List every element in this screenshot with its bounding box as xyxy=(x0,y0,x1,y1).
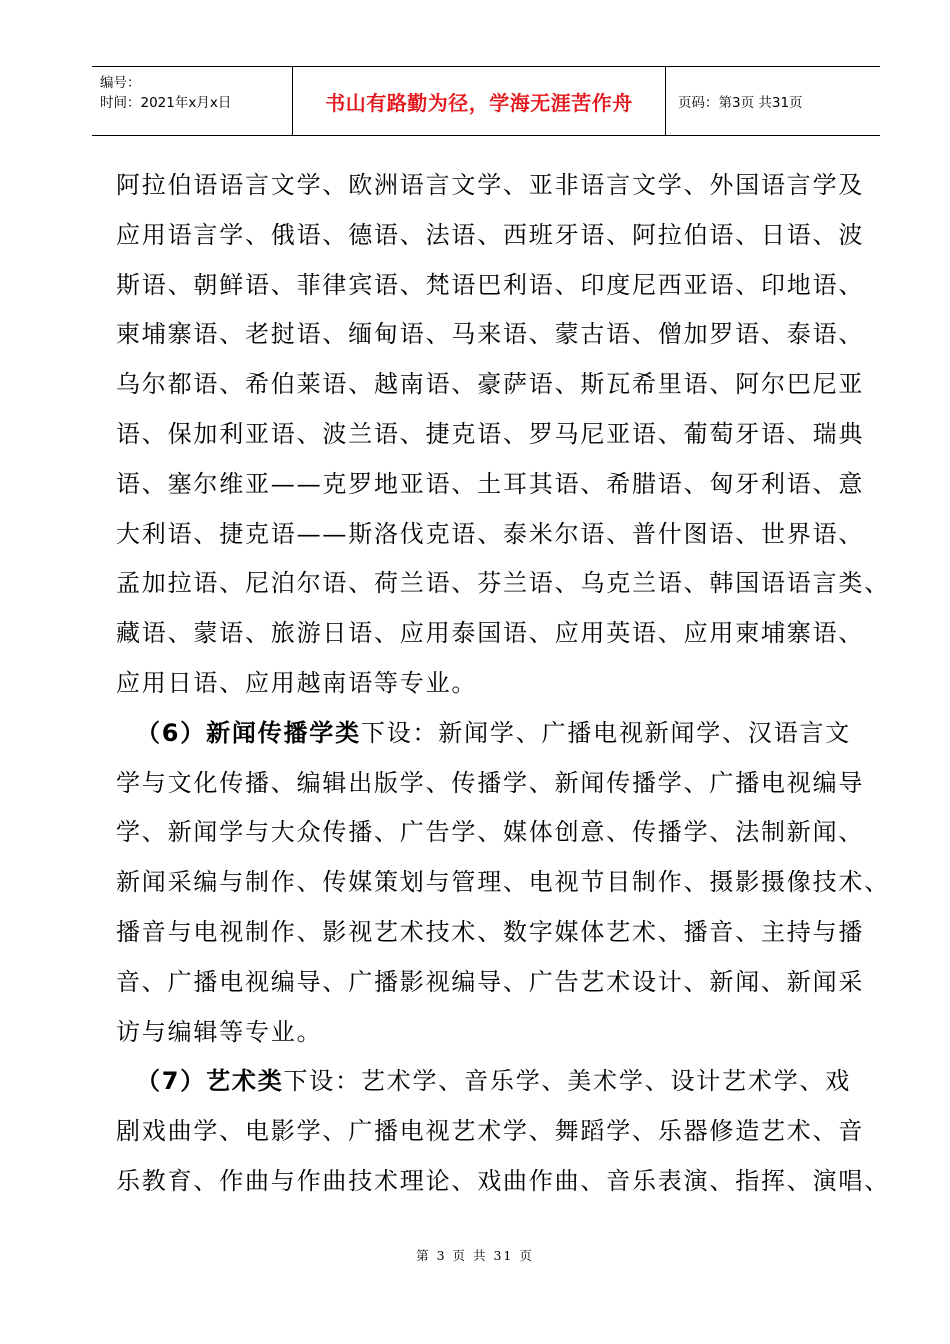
page-info: 页码：第3页 共31页 xyxy=(678,95,803,111)
section-7-intro: 下设：艺术学、音乐学、美术学、设计艺术学、戏 xyxy=(283,1067,852,1096)
text-line: 语、塞尔维亚——克罗地亚语、土耳其语、希腊语、匈牙利语、意 xyxy=(116,469,865,498)
text-line: 音、广播电视编导、广播影视编导、广告艺术设计、新闻、新闻采 xyxy=(116,967,865,996)
text-line: 播音与电视制作、影视艺术技术、数字媒体艺术、播音、主持与播 xyxy=(116,917,865,946)
page-footer: 第 3 页 共 31 页 xyxy=(416,1248,534,1263)
text-line: 乐教育、作曲与作曲技术理论、戏曲作曲、音乐表演、指挥、演唱、 xyxy=(116,1166,890,1195)
text-line: 学与文化传播、编辑出版学、传播学、新闻传播学、广播电视编导 xyxy=(116,768,865,797)
text-line: 孟加拉语、尼泊尔语、荷兰语、芬兰语、乌克兰语、韩国语语言类、 xyxy=(116,569,890,598)
text-line: 阿拉伯语语言文学、欧洲语言文学、亚非语言文学、外国语言学及 xyxy=(116,171,865,199)
text-line: 斯语、朝鲜语、菲律宾语、梵语巴利语、印度尼西亚语、印地语、 xyxy=(116,270,865,299)
motto: 书山有路勤为径，学海无涯苦作舟 xyxy=(293,67,666,135)
section-7-heading: （7）艺术类 xyxy=(136,1067,284,1096)
text-line: 剧戏曲学、电影学、广播电视艺术学、舞蹈学、乐器修造艺术、音 xyxy=(116,1117,865,1146)
text-line: 大利语、捷克语——斯洛伐克语、泰米尔语、普什图语、世界语、 xyxy=(116,519,865,548)
body-text xyxy=(116,161,890,1207)
section-6-intro: 下设：新闻学、广播电视新闻学、汉语言文 xyxy=(360,718,852,747)
number-label: 编号： xyxy=(100,75,141,91)
text-line: 学、新闻学与大众传播、广告学、媒体创意、传播学、法制新闻、 xyxy=(116,818,865,847)
text-line: 应用语言学、俄语、德语、法语、西班牙语、阿拉伯语、日语、波 xyxy=(116,220,865,249)
text-line: 柬埔寨语、老挝语、缅甸语、马来语、蒙古语、僧加罗语、泰语、 xyxy=(116,320,865,349)
section-6-heading: （6）新闻传播学类 xyxy=(136,718,361,747)
text-line: 乌尔都语、希伯莱语、越南语、豪萨语、斯瓦希里语、阿尔巴尼亚 xyxy=(116,370,865,399)
text-line: 访与编辑等专业。 xyxy=(116,1017,323,1046)
text-line: 语、保加利亚语、波兰语、捷克语、罗马尼亚语、葡萄牙语、瑞典 xyxy=(116,419,865,448)
text-line: 应用日语、应用越南语等专业。 xyxy=(116,668,478,697)
header-meta-cell xyxy=(92,67,293,135)
text-line: 新闻采编与制作、传媒策划与管理、电视节目制作、摄影摄像技术、 xyxy=(116,868,890,897)
header-table xyxy=(92,66,880,136)
section-6-first-line xyxy=(116,709,862,759)
text-line: 藏语、蒙语、旅游日语、应用泰国语、应用英语、应用柬埔寨语、 xyxy=(116,619,865,648)
section-7-first-line xyxy=(116,1057,862,1107)
time-label: 时间：2021年x月x日 xyxy=(100,95,232,111)
